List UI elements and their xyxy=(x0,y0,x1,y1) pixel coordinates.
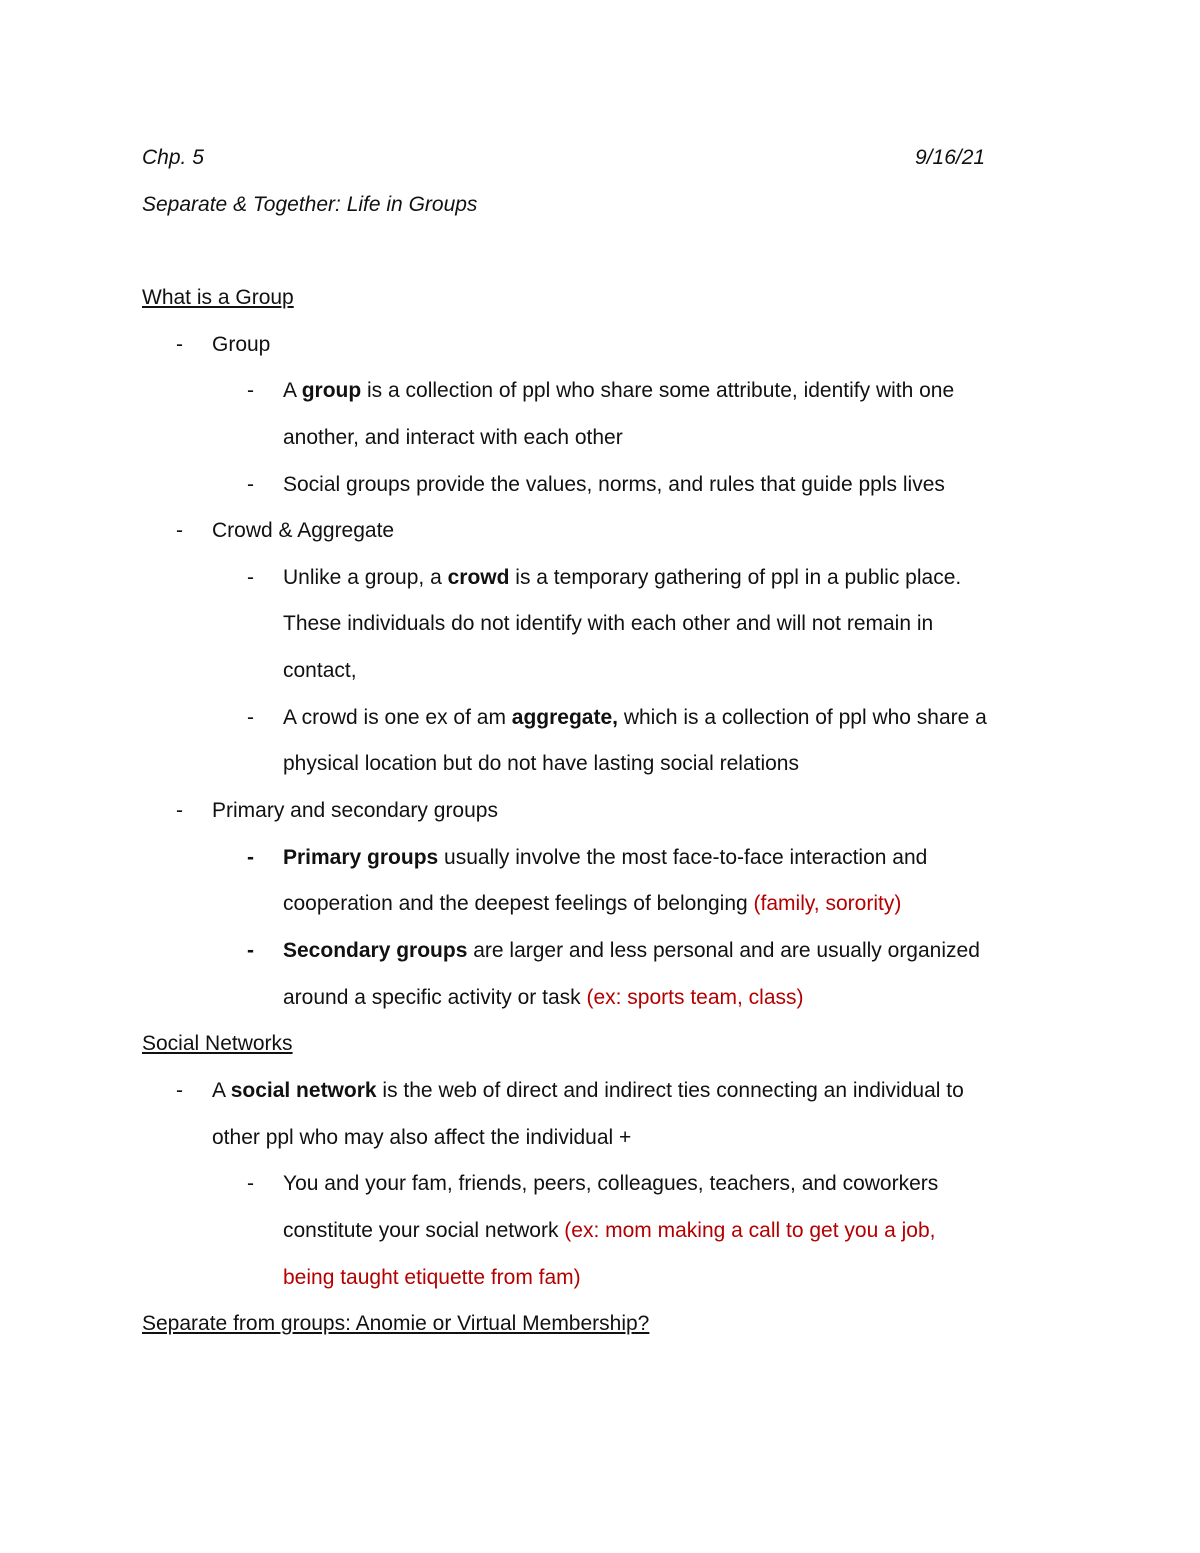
bullet-dash: - xyxy=(247,939,254,962)
term-group: group xyxy=(301,379,362,402)
list-item-secondary-groups: Secondary groups are larger and less personal and are usually organized xyxy=(283,939,980,962)
section-heading-separate: Separate from groups: Anomie or Virtual Membership? xyxy=(142,1312,650,1335)
list-item-group: Group xyxy=(212,333,271,356)
date-label: 9/16/21 xyxy=(915,146,986,169)
list-item-primary-groups: Primary groups usually involve the most face-to-face interaction and xyxy=(283,846,928,869)
list-item-continuation: physical location but do not have lasting social relations xyxy=(283,752,799,775)
list-item-crowd-aggregate: Crowd & Aggregate xyxy=(212,519,395,542)
bullet-dash: - xyxy=(247,379,254,402)
example-primary: (family, sorority) xyxy=(753,892,902,915)
list-item-continuation: around a specific activity or task (ex: sports team, class) xyxy=(283,986,804,1009)
list-item-group-definition: A group is a collection of ppl who share some attribute, identify with one xyxy=(283,379,955,402)
list-item-continuation: contact, xyxy=(283,659,357,682)
term-secondary-groups: Secondary groups xyxy=(283,939,468,962)
term-social-network: social network xyxy=(230,1079,377,1102)
bullet-dash: - xyxy=(176,333,183,356)
bullet-dash: - xyxy=(176,1079,183,1102)
bullet-dash: - xyxy=(176,799,183,822)
bullet-dash: - xyxy=(247,706,254,729)
term-aggregate: aggregate, xyxy=(511,706,618,729)
list-item-continuation: other ppl who may also affect the individual + xyxy=(212,1126,632,1149)
subtitle: Separate & Together: Life in Groups xyxy=(142,193,478,216)
list-item-social-groups: Social groups provide the values, norms, and rules that guide ppls lives xyxy=(283,473,945,496)
list-item-primary-secondary: Primary and secondary groups xyxy=(212,799,498,822)
list-item-network-members: You and your fam, friends, peers, colleagues, teachers, and coworkers xyxy=(283,1172,939,1195)
list-item-social-network-definition: A social network is the web of direct and indirect ties connecting an individual to xyxy=(212,1079,964,1102)
list-item-aggregate-definition: A crowd is one ex of am aggregate, which is a collection of ppl who share a xyxy=(283,706,987,729)
section-heading-networks: Social Networks xyxy=(142,1032,293,1055)
example-secondary: (ex: sports team, class) xyxy=(586,986,804,1009)
section-heading-group: What is a Group xyxy=(142,286,294,309)
bullet-dash: - xyxy=(247,473,254,496)
example-network-continuation: being taught etiquette from fam) xyxy=(283,1266,581,1289)
list-item-continuation: cooperation and the deepest feelings of belonging (family, sorority) xyxy=(283,892,902,915)
term-primary-groups: Primary groups xyxy=(283,846,439,869)
list-item-continuation: constitute your social network (ex: mom making a call to get you a job, xyxy=(283,1219,936,1242)
list-item-continuation: These individuals do not identify with each other and will not remain in xyxy=(283,612,934,635)
bullet-dash: - xyxy=(247,846,254,869)
bullet-dash: - xyxy=(247,1172,254,1195)
example-network: (ex: mom making a call to get you a job, xyxy=(564,1219,936,1242)
term-crowd: crowd xyxy=(447,566,510,589)
bullet-dash: - xyxy=(247,566,254,589)
bullet-dash: - xyxy=(176,519,183,542)
chapter-label: Chp. 5 xyxy=(142,146,204,169)
list-item-crowd-definition: Unlike a group, a crowd is a temporary gathering of ppl in a public place. xyxy=(283,566,962,589)
list-item-continuation: another, and interact with each other xyxy=(283,426,623,449)
